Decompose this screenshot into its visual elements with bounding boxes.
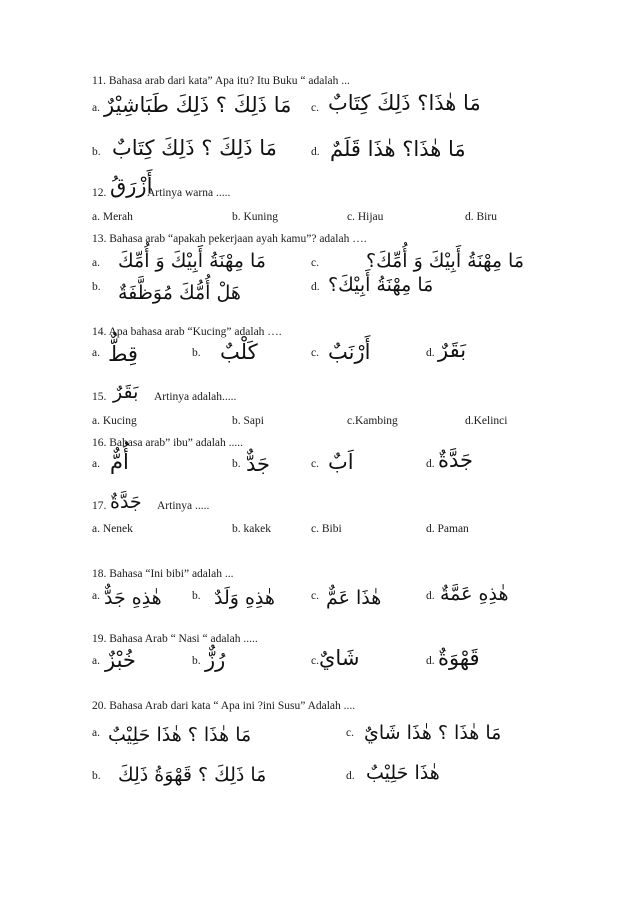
q14-a-arabic: قِطٌّ	[108, 342, 138, 366]
q11-d-letter: d.	[311, 146, 320, 158]
q15-arabic: بَقَرٌ	[113, 381, 139, 403]
q11-question: 11. Bahasa arab dari kata” Apa itu? Itu Buku “ adalah ...	[92, 75, 350, 87]
q20-b-arabic: مَا ذَلِكَ ؟ قَهْوَةُ ذَلِكَ	[118, 764, 267, 786]
q15-text: Artinya adalah.....	[154, 391, 237, 403]
q19-d-letter: d.	[426, 655, 435, 667]
q12-text: Artinya warna .....	[147, 187, 231, 199]
q18-question: 18. Bahasa “Ini bibi” adalah ...	[92, 568, 234, 580]
q14-d-arabic: بَقَرٌ	[438, 338, 467, 362]
q16-d-arabic: جَدَّةٌ	[438, 448, 474, 472]
q16-c-arabic: اَبٌ	[328, 450, 354, 474]
q14-question: 14. Apa bahasa arab “Kucing” adalah ….	[92, 326, 282, 338]
q18-a-letter: a.	[92, 590, 100, 602]
q17-text: Artinya .....	[157, 500, 210, 512]
q13-question: 13. Bahasa arab “apakah pekerjaan ayah kamu”? adalah ….	[92, 233, 367, 245]
q19-d-arabic: قَهْوَةٌ	[438, 646, 480, 670]
q11-b-letter: b.	[92, 146, 101, 158]
q18-b-letter: b.	[192, 590, 201, 602]
q18-c-arabic: هٰذَا عَمٌّ	[326, 587, 382, 609]
q13-c-letter: c.	[311, 257, 319, 269]
q11-b-arabic: مَا ذَلِكَ ؟ ذَلِكَ كِتَابٌ	[112, 136, 277, 160]
q19-a-letter: a.	[92, 655, 100, 667]
q20-c-letter: c.	[346, 727, 354, 739]
q17-arabic: جَدَّةٌ	[110, 491, 142, 513]
q16-question: 16. Bahasa arab” ibu” adalah .....	[92, 437, 244, 449]
q11-a-arabic: مَا ذَلِكَ ؟ ذَلِكَ طَبَاشِيْرٌ	[104, 93, 292, 117]
q14-a-letter: a.	[92, 347, 100, 359]
q15-b: b. Sapi	[232, 415, 264, 427]
q13-d-arabic: مَا مِهْنَةُ أَبِيْكَ؟	[328, 274, 434, 296]
q17-number: 17.	[92, 500, 107, 512]
q18-d-letter: d.	[426, 590, 435, 602]
q16-c-letter: c.	[311, 458, 319, 470]
q17-c: c. Bibi	[311, 523, 342, 535]
q13-b-arabic: هَلْ أُمُّكَ مُوَظَّفَةٌ	[118, 282, 241, 304]
q19-b-arabic: رُزٌّ	[205, 648, 226, 672]
q16-b-letter: b.	[232, 458, 241, 470]
q13-d-letter: d.	[311, 281, 320, 293]
q15-number: 15.	[92, 391, 107, 403]
q20-d-arabic: هٰذَا حَلِيْبٌ	[366, 762, 440, 784]
q20-question: 20. Bahasa Arab dari kata “ Apa ini ?ini Susu” Adalah ....	[92, 700, 356, 712]
q15-a: a. Kucing	[92, 415, 137, 427]
q11-c-letter: c.	[311, 102, 319, 114]
q19-c-arabic: شَايٌ	[319, 646, 360, 670]
q19-a-arabic: خُبْزٌ	[105, 648, 136, 672]
q20-a-arabic: مَا هٰذَا ؟ هٰذَا حَلِيْبٌ	[108, 724, 252, 746]
q12-c: c. Hijau	[347, 211, 384, 223]
q20-b-letter: b.	[92, 770, 101, 782]
q16-d-letter: d.	[426, 458, 435, 470]
q19-b-letter: b.	[192, 655, 201, 667]
q12-arabic: أَزْرَقُ	[110, 174, 153, 198]
q15-d: d.Kelinci	[465, 415, 508, 427]
q13-b-letter: b.	[92, 281, 101, 293]
q13-c-arabic: مَا مِهْنَةُ أَبِيْكَ وَ أُمِّكَ؟	[366, 250, 525, 272]
q11-d-arabic: مَا هٰذَا؟ هٰذَا قَلَمٌ	[330, 137, 466, 161]
q11-a-letter: a.	[92, 102, 100, 114]
q13-a-arabic: مَا مِهْنَةُ أَبِيْكَ وَ أُمِّكَ	[118, 250, 266, 272]
q19-c-letter: c.	[311, 655, 319, 667]
q20-d-letter: d.	[346, 770, 355, 782]
q18-b-arabic: هٰذِهِ وَلَدٌ	[214, 587, 275, 609]
q17-d: d. Paman	[426, 523, 469, 535]
q18-a-arabic: هٰذِهِ جَدٌّ	[104, 587, 162, 609]
q16-a-arabic: أُمٌّ	[110, 450, 129, 474]
q12-d: d. Biru	[465, 211, 497, 223]
q18-c-letter: c.	[311, 590, 319, 602]
q17-a: a. Nenek	[92, 523, 133, 535]
q14-d-letter: d.	[426, 347, 435, 359]
q13-a-letter: a.	[92, 257, 100, 269]
q16-b-arabic: جَدٌّ	[246, 452, 271, 476]
q20-a-letter: a.	[92, 727, 100, 739]
q19-question: 19. Bahasa Arab “ Nasi “ adalah .....	[92, 633, 258, 645]
q15-c: c.Kambing	[347, 415, 398, 427]
q14-c-letter: c.	[311, 347, 319, 359]
q14-b-arabic: كَلْبٌ	[220, 340, 258, 364]
q12-b: b. Kuning	[232, 211, 278, 223]
q12-number: 12.	[92, 187, 107, 199]
q18-d-arabic: هٰذِهِ عَمَّةٌ	[440, 583, 509, 605]
q14-c-arabic: أَرْنَبٌ	[328, 340, 371, 364]
q16-a-letter: a.	[92, 458, 100, 470]
q12-a: a. Merah	[92, 211, 133, 223]
q20-c-arabic: مَا هٰذَا ؟ هٰذَا شَايٌ	[364, 722, 502, 744]
q11-c-arabic: مَا هٰذَا؟ ذَلِكَ كِتَابٌ	[328, 91, 481, 115]
q14-b-letter: b.	[192, 347, 201, 359]
q17-b: b. kakek	[232, 523, 271, 535]
